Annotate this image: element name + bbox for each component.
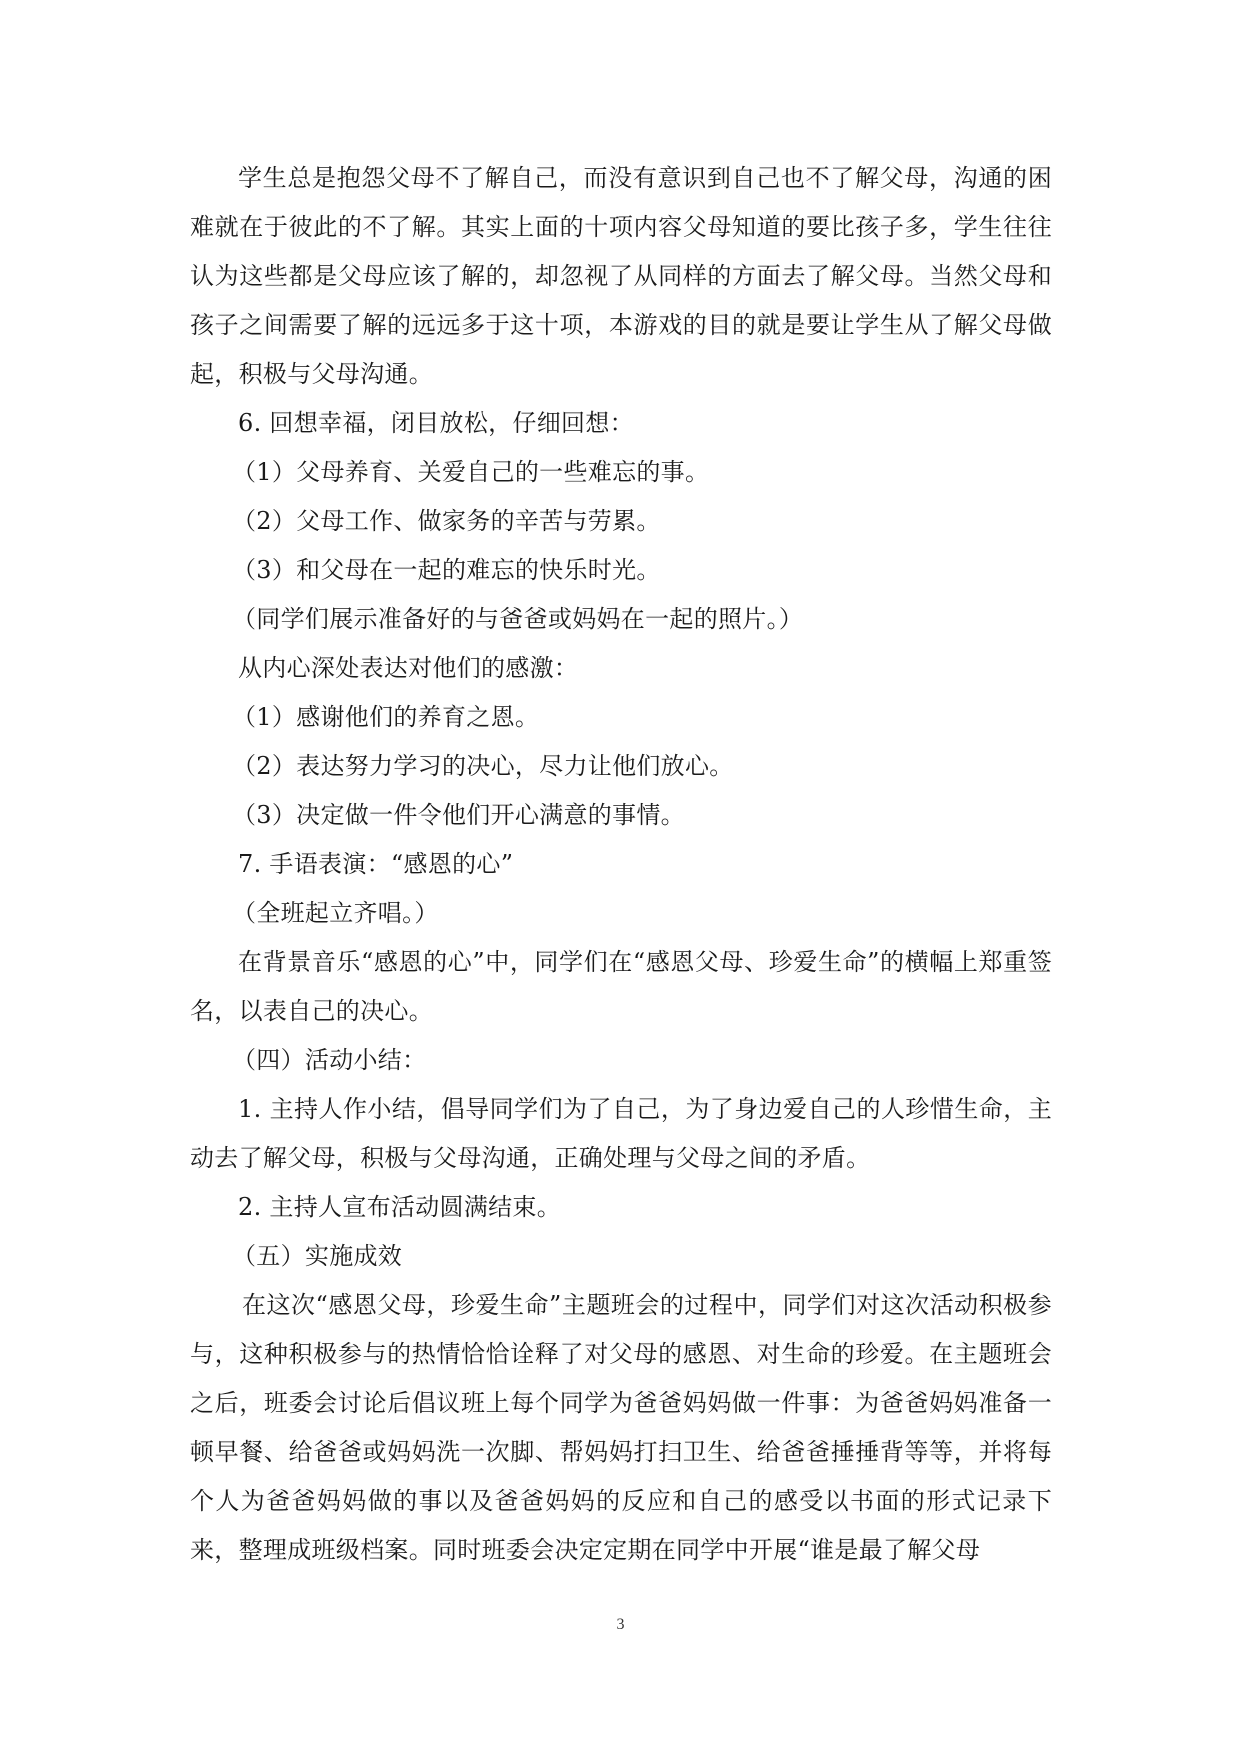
section-heading-summary: （四）活动小结：: [232, 1046, 427, 1074]
paragraph-results: 在这次“感恩父母，珍爱生命”主题班会的过程中，同学们对这次活动积极参与，这种积极参与的热情恰恰诠释了对父母的感恩、对生命的珍爱。在主题班会之后，班委会讨论后倡议班上每个同学为爸爸妈妈做一件事：为爸爸妈妈准备一顿早餐、给爸爸或妈妈洗一次脚、帮妈妈打扫卫生、给爸爸捶捶背等等，并将每个人为爸爸妈妈做的事以及爸爸妈妈的反应和自己的感受以书面的形式记录下来，整理成班级档案。同时班委会决定定期在同学中开展“谁是最了解父母: [190, 1291, 1052, 1564]
page-number: 3: [616, 1616, 625, 1633]
list-item: （3）和父母在一起的难忘的快乐时光。: [232, 556, 661, 584]
list-item: （2）表达努力学习的决心，尽力让他们放心。: [232, 752, 734, 780]
paragraph-signing-banner: 在背景音乐“感恩的心”中，同学们在“感恩父母、珍爱生命”的横幅上郑重签名，以表自己的决心。: [190, 948, 1052, 1025]
paragraph-summary-1: 1. 主持人作小结，倡导同学们为了自己，为了身边爱自己的人珍惜生命，主动去了解父母，积极与父母沟通，正确处理与父母之间的矛盾。: [190, 1095, 1052, 1172]
note-photos: （同学们展示准备好的与爸爸或妈妈在一起的照片。）: [232, 605, 804, 633]
section-heading-results: （五）实施成效: [232, 1242, 403, 1270]
page-body: [190, 154, 1052, 1575]
list-item: （1）父母养育、关爱自己的一些难忘的事。: [232, 458, 710, 486]
paragraph-reflection: 学生总是抱怨父母不了解自己，而没有意识到自己也不了解父母，沟通的困难就在于彼此的不了解。其实上面的十项内容父母知道的要比孩子多，学生往往认为这些都是父母应该了解的，却忽视了从同样的方面去了解父母。当然父母和孩子之间需要了解的远远多于这十项，本游戏的目的就是要让学生从了解父母做起，积极与父母沟通。: [190, 164, 1052, 388]
note-sing-together: （全班起立齐唱。）: [232, 899, 439, 927]
paragraph-summary-2: 2. 主持人宣布活动圆满结束。: [238, 1193, 562, 1221]
list-item: （2）父母工作、做家务的辛苦与劳累。: [232, 507, 661, 535]
heading-sign-language: 7. 手语表演：“感恩的心”: [238, 850, 514, 878]
list-item: （3）决定做一件令他们开心满意的事情。: [232, 801, 685, 829]
paragraph-express-gratitude: 从内心深处表达对他们的感激：: [238, 654, 579, 682]
heading-recall-happiness: 6. 回想幸福，闭目放松，仔细回想：: [238, 409, 634, 437]
list-item: （1）感谢他们的养育之恩。: [232, 703, 540, 731]
